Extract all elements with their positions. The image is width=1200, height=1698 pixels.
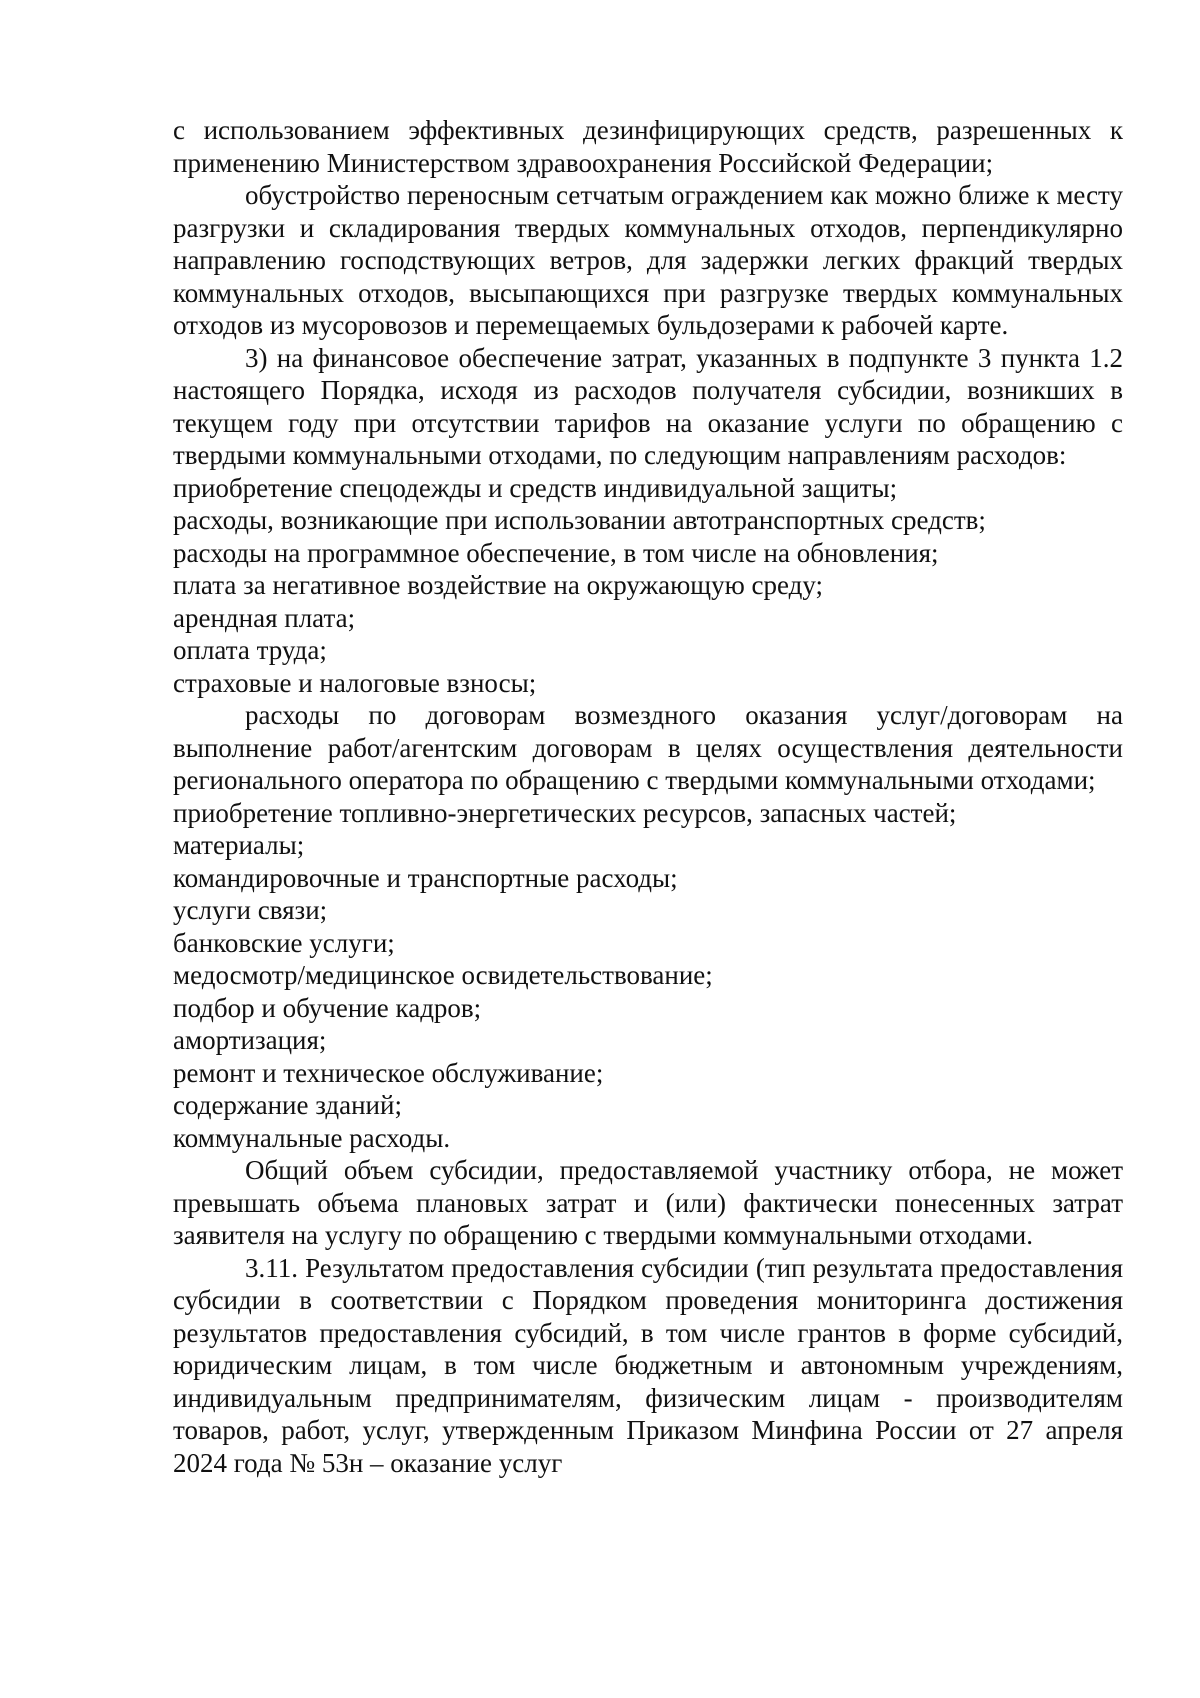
paragraph-subsidy-volume: Общий объем субсидии, предоставляемой участнику отбора, не может превышать объема плановых затрат и (или) фактически понесенных затрат заявителя на услугу по обращению с твердыми коммунальными отходами.	[173, 1155, 1123, 1250]
list-item-vehicle-expenses: расходы, возникающие при использовании автотранспортных средств;	[173, 505, 986, 535]
list-item-environmental-fee: плата за негативное воздействие на окружающую среду;	[173, 570, 824, 600]
list-item-travel: командировочные и транспортные расходы;	[173, 862, 678, 893]
list-item-hr: подбор и обучение кадров;	[173, 992, 482, 1023]
list-item-depreciation: амортизация;	[173, 1025, 327, 1055]
paragraph-item-3-financing: 3) на финансовое обеспечение затрат, указанных в подпункте 3 пункта 1.2 настоящего Порядка, исходя из расходов получателя субсидии, возникших в текущем году при отсутствии тарифов на оказание услуги по обращению с твердыми коммунальными отходами, по следующим направлениям расходов:	[173, 342, 1123, 470]
paragraph-disinfection-continued: с использованием эффективных дезинфицирующих средств, разрешенных к применению Министерством здравоохранения Российской Федерации;	[173, 115, 1123, 178]
list-item-medical: медосмотр/медицинское освидетельствование;	[173, 960, 713, 990]
list-item-service-contracts: расходы по договорам возмездного оказания услуг/договорам на выполнение работ/агентским договорам в целях осуществления деятельности регионального оператора по обращению с твердыми коммунальными отходами;	[173, 700, 1123, 795]
list-item-maintenance: ремонт и техническое обслуживание;	[173, 1057, 604, 1088]
paragraph-3-11-result: 3.11. Результатом предоставления субсидии (тип результата предоставления субсидии в соответствии с Порядком проведения мониторинга достижения результатов предоставления субсидий, в том числе грантов в форме субсидий, юридическим лицам, в том числе бюджетным и автономным учреждениям, индивидуальным предпринимателям, физическим лицам - производителям товаров, работ, услуг, утвержденным Приказом Минфина России от 27 апреля 2024 года № 53н – оказание услуг	[173, 1252, 1123, 1478]
list-item-banking: банковские услуги;	[173, 927, 395, 958]
list-item-software: расходы на программное обеспечение, в том числе на обновления;	[173, 537, 939, 568]
list-item-protective-clothing: приобретение спецодежды и средств индивидуальной защиты;	[173, 472, 898, 503]
list-item-utilities: коммунальные расходы.	[173, 1122, 451, 1153]
list-item-insurance-tax: страховые и налоговые взносы;	[173, 667, 537, 698]
list-item-labor: оплата труда;	[173, 635, 327, 665]
list-item-rent: арендная плата;	[173, 602, 356, 633]
paragraph-fencing: обустройство переносным сетчатым ограждением как можно ближе к месту разгрузки и складирования твердых коммунальных отходов, перпендикулярно направлению господствующих ветров, для задержки легких фракций твердых коммунальных отходов, высыпающихся при разгрузке твердых коммунальных отходов из мусоровозов и перемещаемых бульдозерами к рабочей карте.	[173, 180, 1123, 340]
list-item-fuel-parts: приобретение топливно-энергетических ресурсов, запасных частей;	[173, 797, 957, 828]
document-page	[173, 114, 1123, 1479]
list-item-materials: материалы;	[173, 830, 305, 860]
list-item-communications: услуги связи;	[173, 895, 328, 925]
list-item-buildings: содержание зданий;	[173, 1090, 402, 1120]
